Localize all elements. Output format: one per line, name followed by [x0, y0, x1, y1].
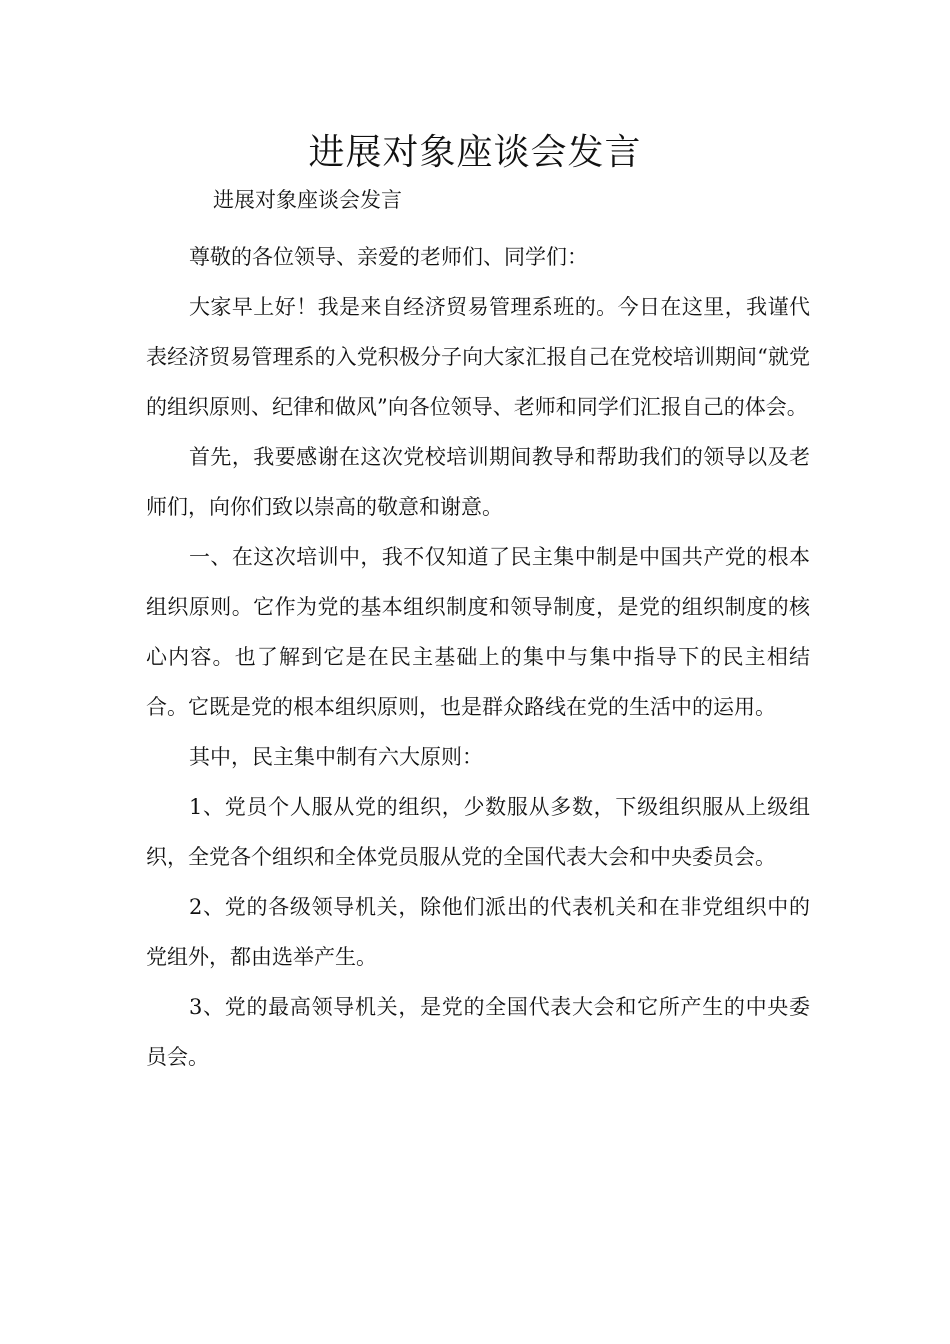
- paragraph-principle-3: 3、党的最高领导机关，是党的全国代表大会和它所产生的中央委员会。: [146, 995, 810, 1069]
- paragraph-greeting: 尊敬的各位领导、亲爱的老师们、同学们：: [189, 245, 588, 269]
- document-body: [146, 232, 810, 1082]
- document-title: 进展对象座谈会发言: [308, 132, 642, 173]
- paragraph-thanks: 首先，我要感谢在这次党校培训期间教导和帮助我们的领导以及老师们，向你们致以崇高的敬意和谢意。: [146, 445, 810, 519]
- paragraph-introduction: 大家早上好！我是来自经济贸易管理系班的。今日在这里，我谨代表经济贸易管理系的入党积极分子向大家汇报自己在党校培训期间“就党的组织原则、纪律和做风”向各位领导、老师和同学们汇报自己的体会。: [146, 295, 810, 419]
- paragraph-principles-intro: 其中，民主集中制有六大原则：: [189, 745, 483, 769]
- document-subtitle: 进展对象座谈会发言: [213, 188, 402, 212]
- paragraph-section-one: 一、在这次培训中，我不仅知道了民主集中制是中国共产党的根本组织原则。它作为党的基本组织制度和领导制度，是党的组织制度的核心内容。也了解到它是在民主基础上的集中与集中指导下的民主相结合。它既是党的根本组织原则，也是群众路线在党的生活中的运用。: [146, 545, 810, 719]
- paragraph-principle-2: 2、党的各级领导机关，除他们派出的代表机关和在非党组织中的党组外，都由选举产生。: [146, 895, 810, 969]
- paragraph-principle-1: 1、党员个人服从党的组织，少数服从多数，下级组织服从上级组织，全党各个组织和全体党员服从党的全国代表大会和中央委员会。: [146, 795, 810, 869]
